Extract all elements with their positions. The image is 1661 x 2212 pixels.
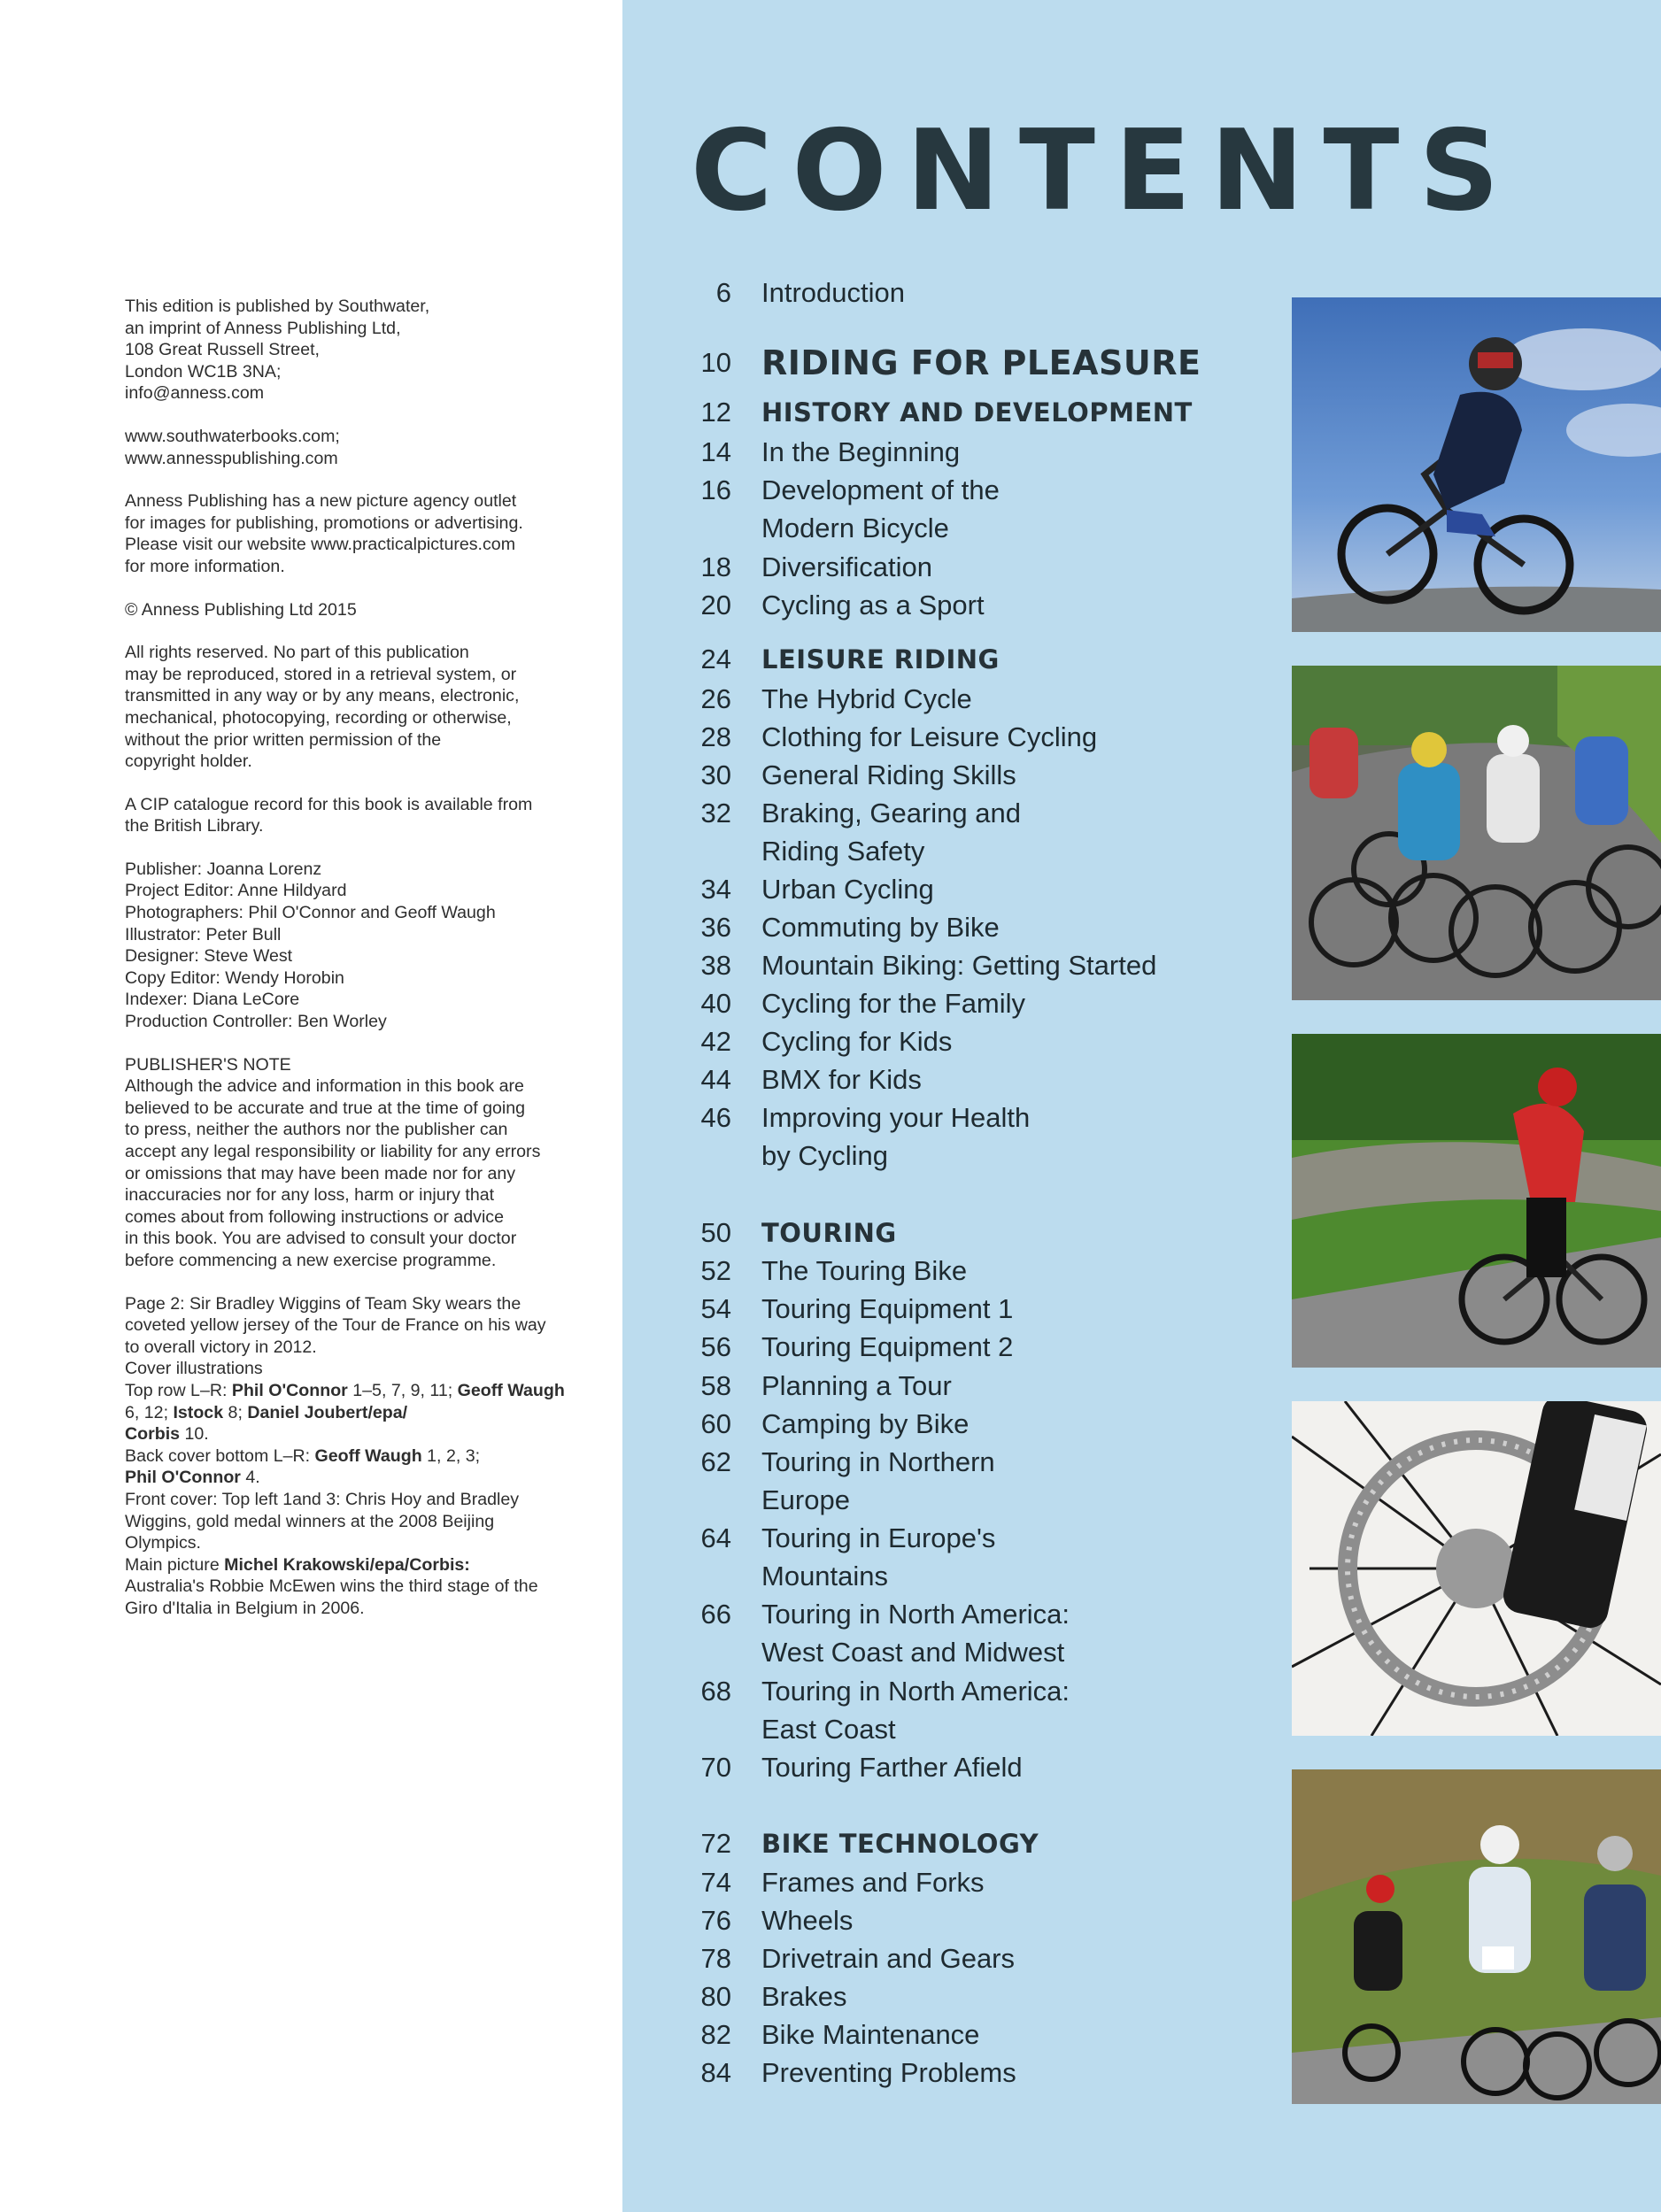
toc-entry-touring-equipment-2[interactable]: Touring Equipment 2: [761, 1331, 1014, 1362]
toc-page-number: 74: [700, 1867, 731, 1898]
bmx-rider-photo: [1292, 297, 1661, 632]
toc-entry-touring-farther-afield[interactable]: Touring Farther Afield: [761, 1752, 1023, 1783]
toc-page-number: 76: [700, 1905, 731, 1936]
toc-entry-cycling-for-the-family[interactable]: Cycling for the Family: [761, 988, 1026, 1019]
websites: www.southwaterbooks.com; www.annesspublishing.com: [125, 426, 340, 468]
toc-page-number: 28: [700, 721, 731, 752]
toc-entry-riding-for-pleasure[interactable]: RIDING FOR PLEASURE: [761, 343, 1201, 382]
toc-page-number: 42: [700, 1026, 731, 1057]
disc-brake-closeup-photo: [1292, 1401, 1661, 1736]
toc-entry-bike-maintenance[interactable]: Bike Maintenance: [761, 2019, 980, 2050]
publishers-note: PUBLISHER'S NOTE Although the advice and information in this book are believed to be accurate and true at the time of going to press, neither the authors nor the publisher can accept any legal responsibility or liability for any errors or omissions that may have been made nor for any inaccuracies nor for any loss, harm or injury that comes about from following instructions or advice in this book. You are advised to consult your doctor before commencing a new exercise programme.: [125, 1054, 541, 1270]
toc-entry-leisure-riding[interactable]: LEISURE RIDING: [761, 644, 1000, 674]
credits: Publisher: Joanna Lorenz Project Editor: Anne Hildyard Photographers: Phil O'Connor and Geoff Waugh Illustrator: Peter Bull Designer: Steve West Copy Editor: Wendy Horobin Indexer: Diana LeCore Production Controller: Ben Worley: [125, 859, 496, 1032]
toc-entry-cycling-for-kids[interactable]: Cycling for Kids: [761, 1026, 953, 1057]
toc-entry-touring-equipment-1[interactable]: Touring Equipment 1: [761, 1293, 1014, 1324]
toc-entry-planning-a-tour[interactable]: Planning a Tour: [761, 1370, 952, 1401]
toc-entry-brakes[interactable]: Brakes: [761, 1981, 847, 2012]
toc-entry-urban-cycling[interactable]: Urban Cycling: [761, 874, 934, 905]
toc-entry-touring-in-north-america[interactable]: Touring in North America:: [761, 1599, 1070, 1630]
toc-entry-braking-gearing-and[interactable]: Braking, Gearing and: [761, 798, 1021, 829]
toc-page-number: 32: [700, 798, 731, 829]
toc-page-number: 58: [700, 1370, 731, 1401]
toc-page-number: 30: [700, 759, 731, 790]
toc-page-number: 60: [700, 1408, 731, 1439]
rights-reserved: All rights reserved. No part of this publication may be reproduced, stored in a retrieval system, or transmitted in any way or by any means, electronic, mechanical, photocopying, recording or otherwise, without the prior written permission of the copyright holder.: [125, 643, 520, 772]
toc-entry-clothing-for-leisure-cycling[interactable]: Clothing for Leisure Cycling: [761, 721, 1098, 752]
copyright: © Anness Publishing Ltd 2015: [125, 599, 357, 620]
toc-page-number: 26: [700, 683, 731, 714]
toc-entry-touring[interactable]: TOURING: [761, 1218, 897, 1248]
toc-page-number: 24: [700, 644, 731, 674]
toc-entry-modern-bicycle[interactable]: Modern Bicycle: [761, 513, 949, 543]
toc-entry-cycling-as-a-sport[interactable]: Cycling as a Sport: [761, 590, 985, 620]
toc-page-number: 10: [700, 347, 731, 378]
toc-page-number: 64: [700, 1522, 731, 1553]
picture-credits: Page 2: Sir Bradley Wiggins of Team Sky wears the coveted yellow jersey of the Tour de France on his way to overall victory in 2012. Cover illustrations Top row L–R: Phil O'Connor 1–5, 7, 9, 11; Geoff Waugh 6, 12; Istock 8; Daniel Joubert/epa/ Corbis 10. Back cover bottom L–R: Geoff Waugh 1, 2, 3; Phil O'Connor 4. Front cover: Top left 1and 3: Chris Hoy and Bradley Wiggins, gold medal winners at the 2008 Beijing Olympics. Main picture Michel Krakowski/epa/Corbis: Australia's Robbie McEwen wins the third stage of the Giro d'Italia in Belgium in 2006.: [125, 1293, 565, 1618]
toc-page-number: 80: [700, 1981, 731, 2012]
toc-entry-riding-safety[interactable]: Riding Safety: [761, 836, 925, 867]
toc-entry-diversification[interactable]: Diversification: [761, 551, 932, 582]
toc-page-number: 20: [700, 590, 731, 620]
toc-entry-development-of-the[interactable]: Development of the: [761, 474, 1000, 505]
toc-entry-commuting-by-bike[interactable]: Commuting by Bike: [761, 912, 1000, 943]
agency-note: Anness Publishing has a new picture agency outlet for images for publishing, promotions or advertising. Please visit our website www.practicalpictures.com for more information.: [125, 491, 523, 576]
road-race-peloton-photo: [1292, 666, 1661, 1000]
toc-entry-the-touring-bike[interactable]: The Touring Bike: [761, 1255, 968, 1286]
toc-page-number: 56: [700, 1331, 731, 1362]
toc-entry-in-the-beginning[interactable]: In the Beginning: [761, 436, 961, 467]
toc-entry-bmx-for-kids[interactable]: BMX for Kids: [761, 1064, 922, 1095]
toc-page-number: 84: [700, 2057, 731, 2088]
toc-page-number: 40: [700, 988, 731, 1019]
toc-page-number: 82: [700, 2019, 731, 2050]
toc-page-number: 34: [700, 874, 731, 905]
toc-entry-improving-your-health[interactable]: Improving your Health: [761, 1102, 1031, 1133]
toc-page-number: 18: [700, 551, 731, 582]
toc-page-number: 66: [700, 1599, 731, 1630]
toc-page-number: 16: [700, 474, 731, 505]
toc-entry-touring-in-northern[interactable]: Touring in Northern: [761, 1446, 995, 1477]
toc-page-number: 50: [700, 1217, 731, 1248]
toc-entry-touring-in-europe-s[interactable]: Touring in Europe's: [761, 1522, 996, 1553]
toc-page-number: 14: [700, 436, 731, 467]
toc-entry-camping-by-bike[interactable]: Camping by Bike: [761, 1408, 970, 1439]
toc-page-number: 52: [700, 1255, 731, 1286]
toc-entry-general-riding-skills[interactable]: General Riding Skills: [761, 759, 1016, 790]
toc-page-number: 62: [700, 1446, 731, 1477]
toc-entry-west-coast-and-midwest[interactable]: West Coast and Midwest: [761, 1637, 1065, 1668]
toc-page-number: 78: [700, 1943, 731, 1974]
toc-page-number: 68: [700, 1676, 731, 1707]
toc-page-number: 46: [700, 1102, 731, 1133]
toc-entry-east-coast[interactable]: East Coast: [761, 1714, 896, 1745]
toc-entry-europe[interactable]: Europe: [761, 1484, 850, 1515]
publisher-address: This edition is published by Southwater, an imprint of Anness Publishing Ltd, 108 Great Russell Street, London WC1B 3NA; info@anness.com: [125, 297, 430, 404]
toc-entry-frames-and-forks[interactable]: Frames and Forks: [761, 1867, 985, 1898]
toc-page-number: 36: [700, 912, 731, 943]
toc-entry-bike-technology[interactable]: BIKE TECHNOLOGY: [761, 1829, 1039, 1859]
cyclist-countryside-road-photo: [1292, 1034, 1661, 1368]
cip-record: A CIP catalogue record for this book is available from the British Library.: [125, 794, 533, 836]
toc-entry-the-hybrid-cycle[interactable]: The Hybrid Cycle: [761, 683, 972, 714]
toc-entry-by-cycling[interactable]: by Cycling: [761, 1140, 888, 1171]
toc-entry-mountain-biking-getting-started[interactable]: Mountain Biking: Getting Started: [761, 950, 1157, 981]
toc-page-number: 72: [700, 1828, 731, 1859]
toc-page-number: 12: [700, 397, 731, 428]
toc-page-number: 44: [700, 1064, 731, 1095]
toc-entry-preventing-problems[interactable]: Preventing Problems: [761, 2057, 1016, 2088]
toc-page-number: 54: [700, 1293, 731, 1324]
toc-entry-mountains[interactable]: Mountains: [761, 1561, 889, 1592]
toc-entry-wheels[interactable]: Wheels: [761, 1905, 854, 1936]
contents-title: CONTENTS: [691, 105, 1519, 235]
toc-page-number: 6: [715, 277, 731, 308]
toc-page-number: 70: [700, 1752, 731, 1783]
sportive-group-riders-photo: [1292, 1769, 1661, 2104]
toc-page-number: 38: [700, 950, 731, 981]
toc-entry-introduction[interactable]: Introduction: [761, 277, 905, 308]
toc-entry-touring-in-north-america[interactable]: Touring in North America:: [761, 1676, 1070, 1707]
toc-entry-drivetrain-and-gears[interactable]: Drivetrain and Gears: [761, 1943, 1016, 1974]
toc-entry-history-and-development[interactable]: HISTORY AND DEVELOPMENT: [761, 397, 1193, 428]
